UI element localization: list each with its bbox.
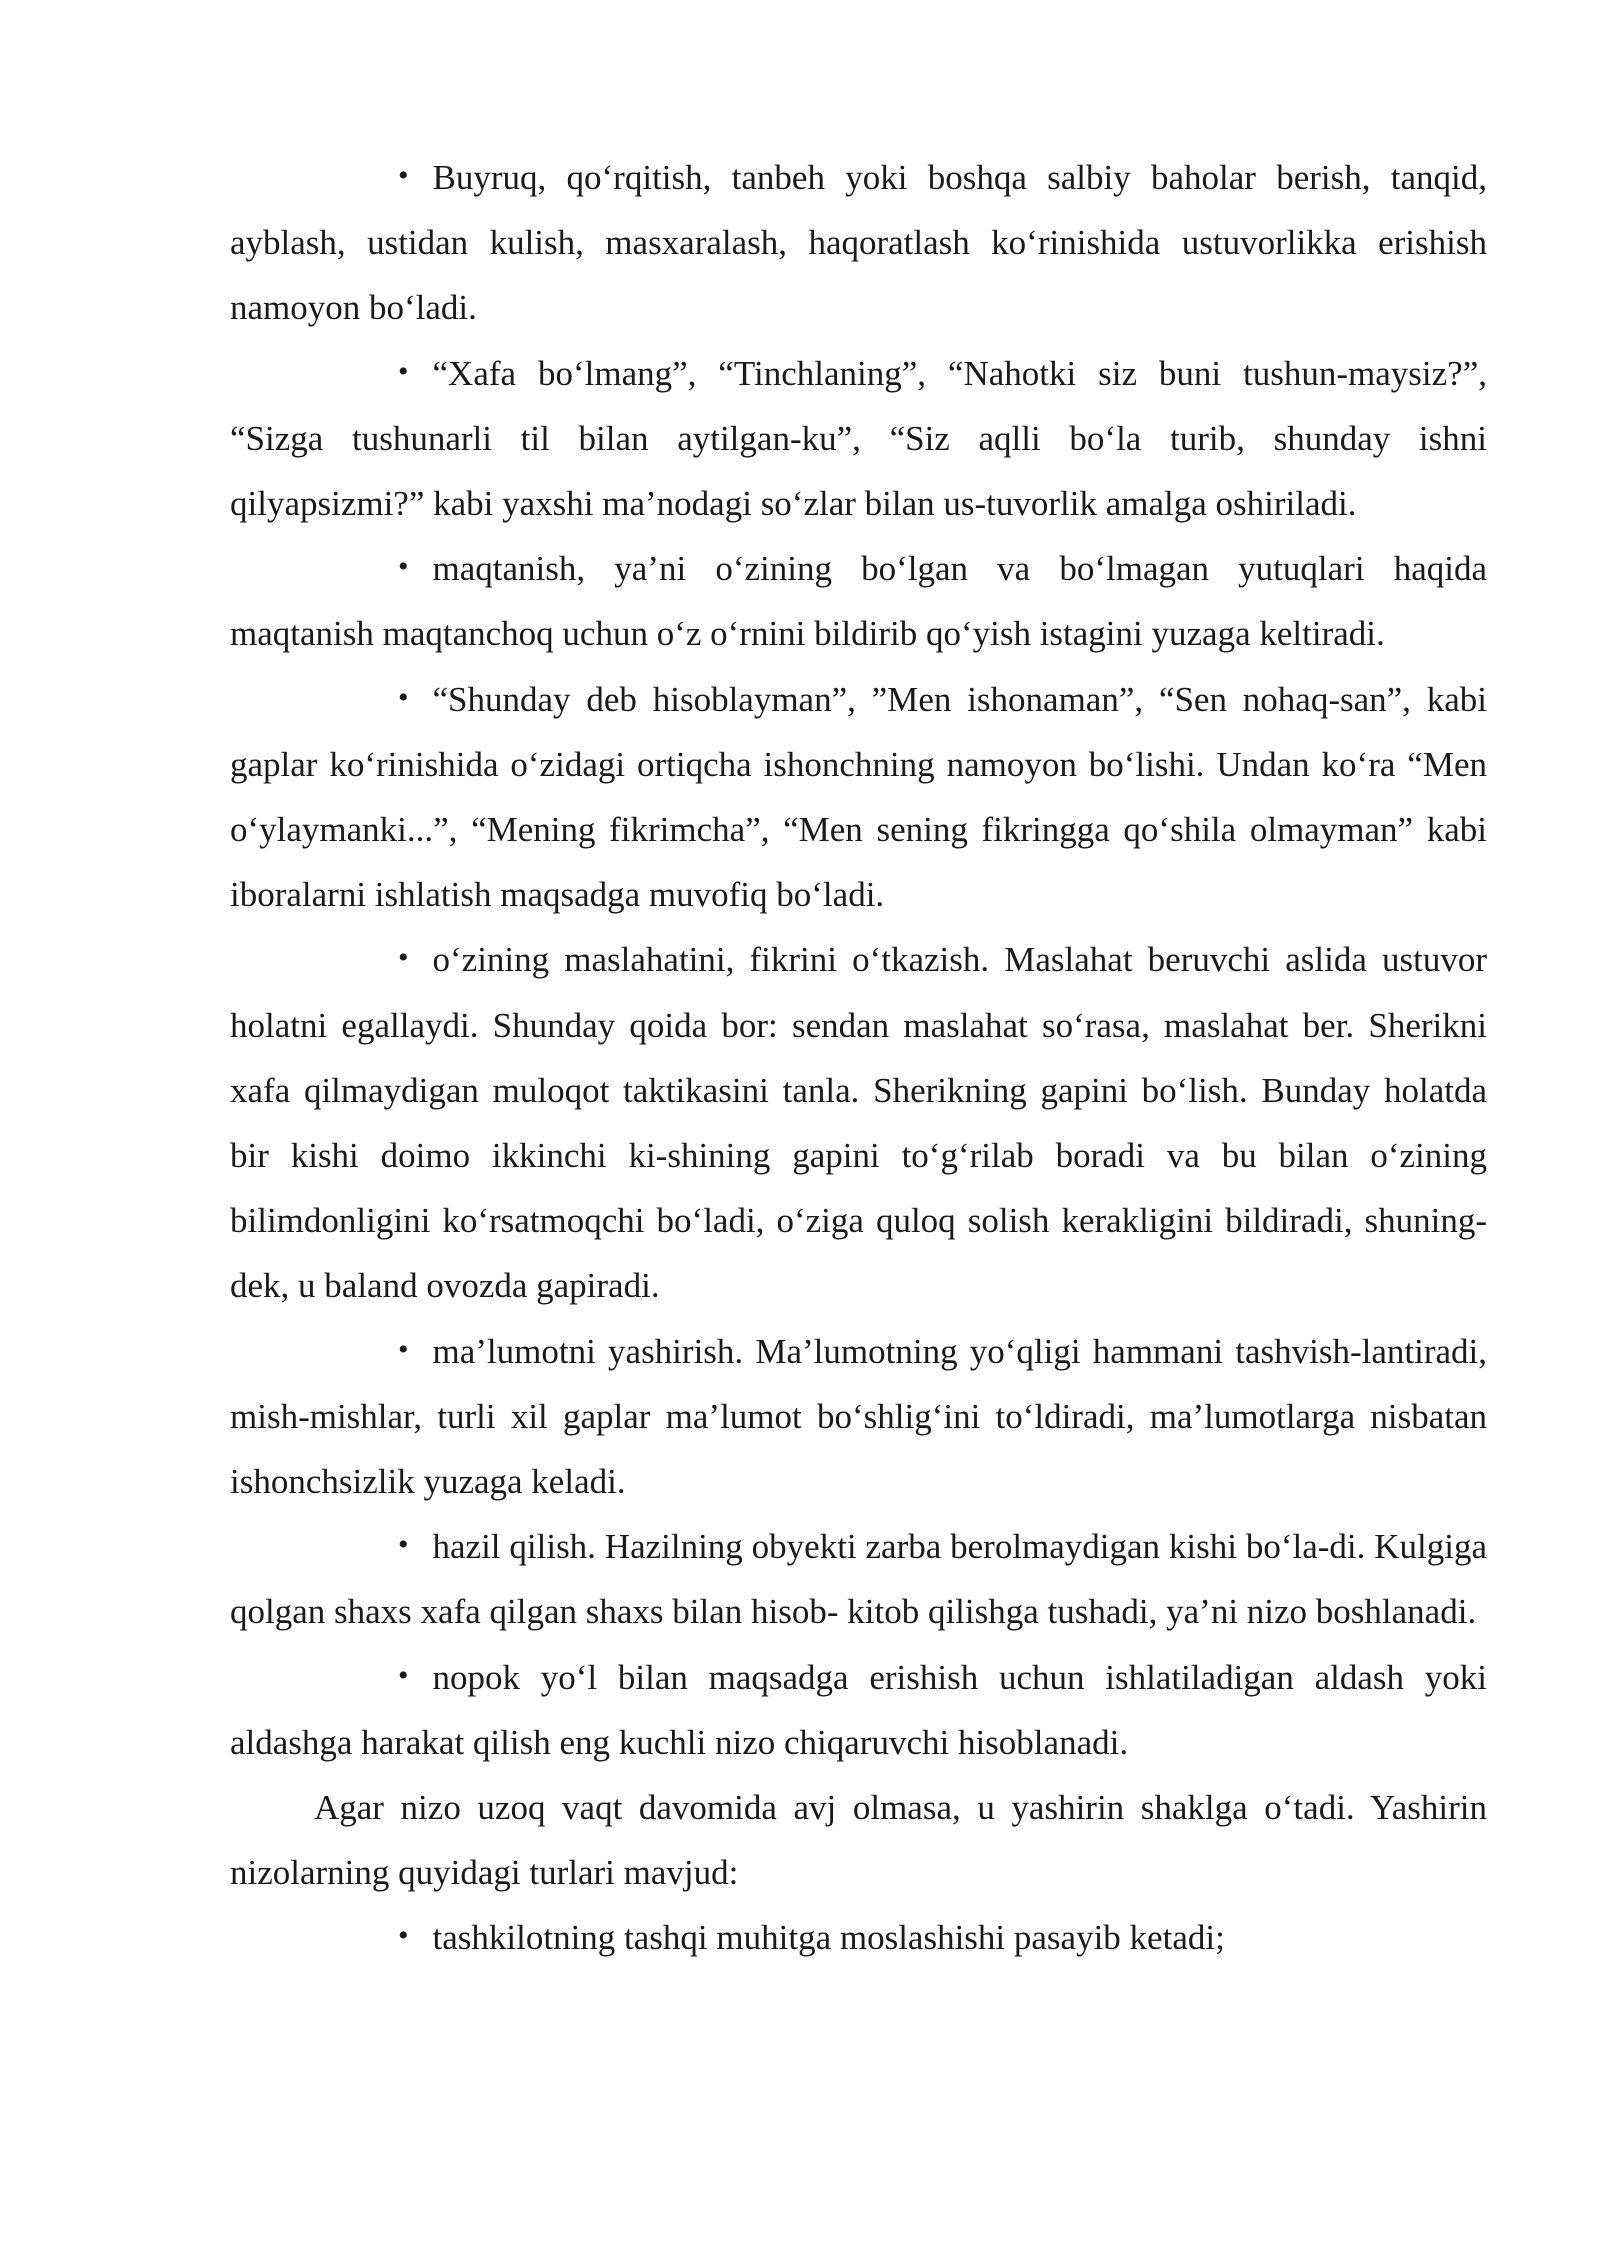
paragraph-5 (230, 927, 1487, 1318)
bullet-icon: • (398, 1528, 409, 1562)
bullet-icon: • (398, 354, 409, 388)
paragraph-1 (230, 145, 1487, 341)
document-page (230, 145, 1487, 1971)
paragraph-text: “Shunday deb hisoblayman”, ”Men ishonaman”, “Sen nohaq-san”, kabi gaplar ko‘rinishida o‘zidagi ortiqcha ishonchning namoyon bo‘lishi. Undan ko‘ra “Men o‘ylaymanki...”, “Mening fikrimcha”, “Men sening fikringga qo‘shila olmayman” kabi iboralarni ishlatish maqsadga muvofiq bo‘ladi. (230, 679, 1487, 915)
paragraph-2 (230, 341, 1487, 537)
paragraph-text: Buyruq, qo‘rqitish, tanbeh yoki boshqa salbiy baholar berish, tanqid, ayblash, ustidan kulish, masxaralash, haqoratlash ko‘rinishida ustuvorlikka erishish namoyon bo‘ladi. (230, 158, 1487, 328)
paragraph-4 (230, 667, 1487, 928)
paragraph-text: hazil qilish. Hazilning obyekti zarba berolmaydigan kishi bo‘la-di. Kulgiga qolgan shaxs xafa qilgan shaxs bilan hisob- kitob qilishga tushadi, ya’ni nizo boshlanadi. (230, 1527, 1487, 1632)
paragraph-text: maqtanish, ya’ni o‘zining bo‘lgan va bo‘lmagan yutuqlari haqida maqtanish maqtanchoq uchun o‘z o‘rnini bildirib qo‘yish istagini yuzaga keltiradi. (230, 549, 1487, 654)
bullet-icon: • (398, 1658, 409, 1692)
paragraph-text: ma’lumotni yashirish. Ma’lumotning yo‘qligi hammani tashvish-lantiradi, mish-mishlar, turli xil gaplar ma’lumot bo‘shlig‘ini to‘ldiradi, ma’lumotlarga nisbatan ishonchsizlik yuzaga keladi. (230, 1331, 1487, 1502)
paragraph-10 (230, 1905, 1487, 1970)
paragraph-text: nopok yo‘l bilan maqsadga erishish uchun ishlatiladigan aldash yoki aldashga harakat qilish eng kuchli nizo chiqaruvchi hisoblanadi. (230, 1657, 1487, 1762)
paragraph-3 (230, 536, 1487, 666)
paragraph-text: tashkilotning tashqi muhitga moslashishi pasayib ketadi; (432, 1918, 1225, 1958)
paragraph-6 (230, 1319, 1487, 1515)
bullet-icon: • (398, 159, 409, 192)
paragraph-text: o‘zining maslahatini, fikrini o‘tkazish. Maslahat beruvchi aslida ustuvor holatni egallaydi. Shunday qoida bor: sendan maslahat so‘rasa, maslahat ber. Sherikni xafa qilmaydigan muloqot taktikasini tanla. Sherikning gapini bo‘lish. Bunday holatda bir kishi doimo ikkinchi ki-shining gapini to‘g‘rilab boradi va bu bilan o‘zining bilimdonligini ko‘rsatmoqchi bo‘ladi, o‘ziga quloq solish kerakligini bildiradi, shuning-dek, u baland ovozda gapiradi. (230, 940, 1487, 1306)
paragraph-9 (230, 1775, 1487, 1905)
bullet-icon: • (398, 1332, 409, 1366)
paragraph-7 (230, 1514, 1487, 1644)
paragraph-8 (230, 1645, 1487, 1775)
bullet-icon: • (398, 1919, 409, 1953)
bullet-icon: • (398, 680, 409, 714)
bullet-icon: • (398, 941, 409, 975)
bullet-icon: • (398, 550, 409, 584)
paragraph-text: Agar nizo uzoq vaqt davomida avj olmasa, u yashirin shaklga o‘tadi. Yashirin nizolarning quyidagi turlari mavjud: (230, 1788, 1487, 1893)
paragraph-text: “Xafa bo‘lmang”, “Tinchlaning”, “Nahotki siz buni tushun-maysiz?”, “Sizga tushunarli til bilan aytilgan-ku”, “Siz aqlli bo‘la turib, shunday ishni qilyapsizmi?” kabi yaxshi ma’nodagi so‘zlar bilan us-tuvorlik amalga oshiriladi. (230, 353, 1487, 524)
